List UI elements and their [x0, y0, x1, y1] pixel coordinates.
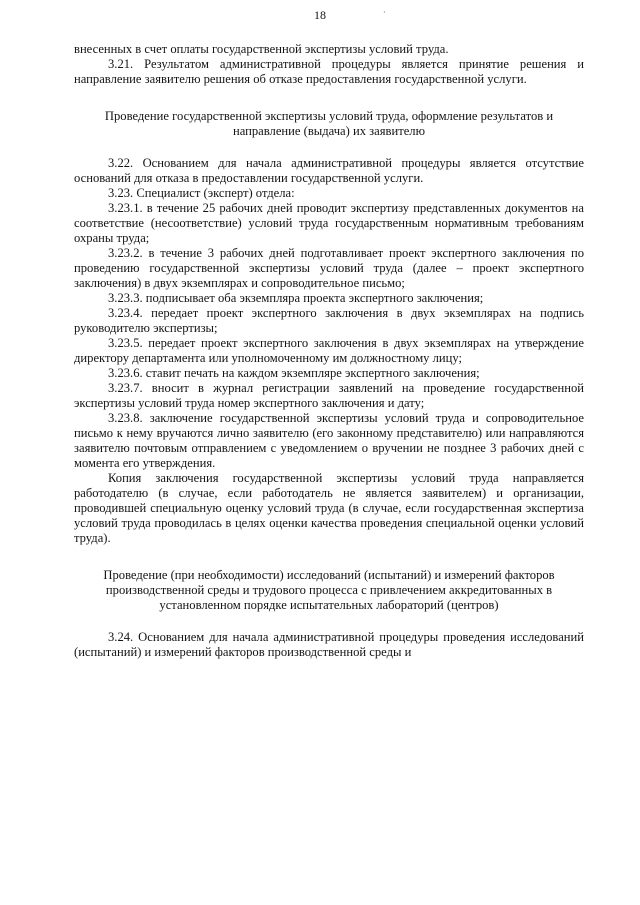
paragraph-3-21: 3.21. Результатом административной процедуры является принятие решения и направление заявителю решения об отказе предоставления государственной услуги.: [74, 57, 584, 86]
paragraph-3-23-4: 3.23.4. передает проект экспертного заключения в двух экземплярах на подпись руководителю экспертизы;: [74, 306, 584, 335]
paragraph-3-23-8: 3.23.8. заключение государственной экспертизы условий труда и сопроводительное письмо к нему вручаются лично заявителю (его законному представителю) или направляются заявителю почтовым отправлением с уведомлением о вручении не позднее 3 рабочих дней с момента его утверждения.: [74, 411, 584, 470]
paragraph-3-24: 3.24. Основанием для начала административной процедуры проведения исследований (испытаний) и измерений факторов производственной среды и: [74, 630, 584, 659]
section-heading-measurements: Проведение (при необходимости) исследований (испытаний) и измерений факторов производственной среды и трудового процесса с привлечением аккредитованных в установленном порядке испытательных лабораторий (центров): [103, 568, 555, 612]
section-heading-expertise: Проведение государственной экспертизы условий труда, оформление результатов и направление (выдача) их заявителю: [104, 109, 554, 138]
paragraph-3-23-2: 3.23.2. в течение 3 рабочих дней подготавливает проект экспертного заключения по проведению государственной экспертизы условий труда (далее – проект экспертного заключения) в двух экземплярах и сопроводительное письмо;: [74, 246, 584, 290]
paragraph-3-23-5: 3.23.5. передает проект экспертного заключения в двух экземплярах на утверждение директору департамента или уполномоченному им должностному лицу;: [74, 336, 584, 365]
paragraph: внесенных в счет оплаты государственной экспертизы условий труда.: [74, 42, 449, 56]
scan-speck: ·: [383, 8, 386, 17]
paragraph-3-22: 3.22. Основанием для начала административной процедуры является отсутствие оснований для отказа в предоставлении государственной услуги.: [74, 156, 584, 185]
paragraph-copy: Копия заключения государственной экспертизы условий труда направляется работодателю (в случае, если работодатель не является заявителем) и организации, проводившей специальную оценку условий труда (в случае, если государственная экспертиза условий труда проводилась в целях оценки качества проведения специальной оценки условий труда).: [74, 471, 584, 545]
page-number: 18: [314, 8, 326, 22]
paragraph-3-23-6: 3.23.6. ставит печать на каждом экземпляре экспертного заключения;: [108, 366, 480, 380]
paragraph-3-23-1: 3.23.1. в течение 25 рабочих дней проводит экспертизу представленных документов на соответствие (несоответствие) условий труда государственным нормативным требованиям охраны труда;: [74, 201, 584, 245]
paragraph-3-23-7: 3.23.7. вносит в журнал регистрации заявлений на проведение государственной экспертизы условий труда номер экспертного заключения и дату;: [74, 381, 584, 410]
paragraph-3-23: 3.23. Специалист (эксперт) отдела:: [108, 186, 295, 200]
paragraph-3-23-3: 3.23.3. подписывает оба экземпляра проекта экспертного заключения;: [108, 291, 484, 305]
document-body: [74, 42, 584, 660]
